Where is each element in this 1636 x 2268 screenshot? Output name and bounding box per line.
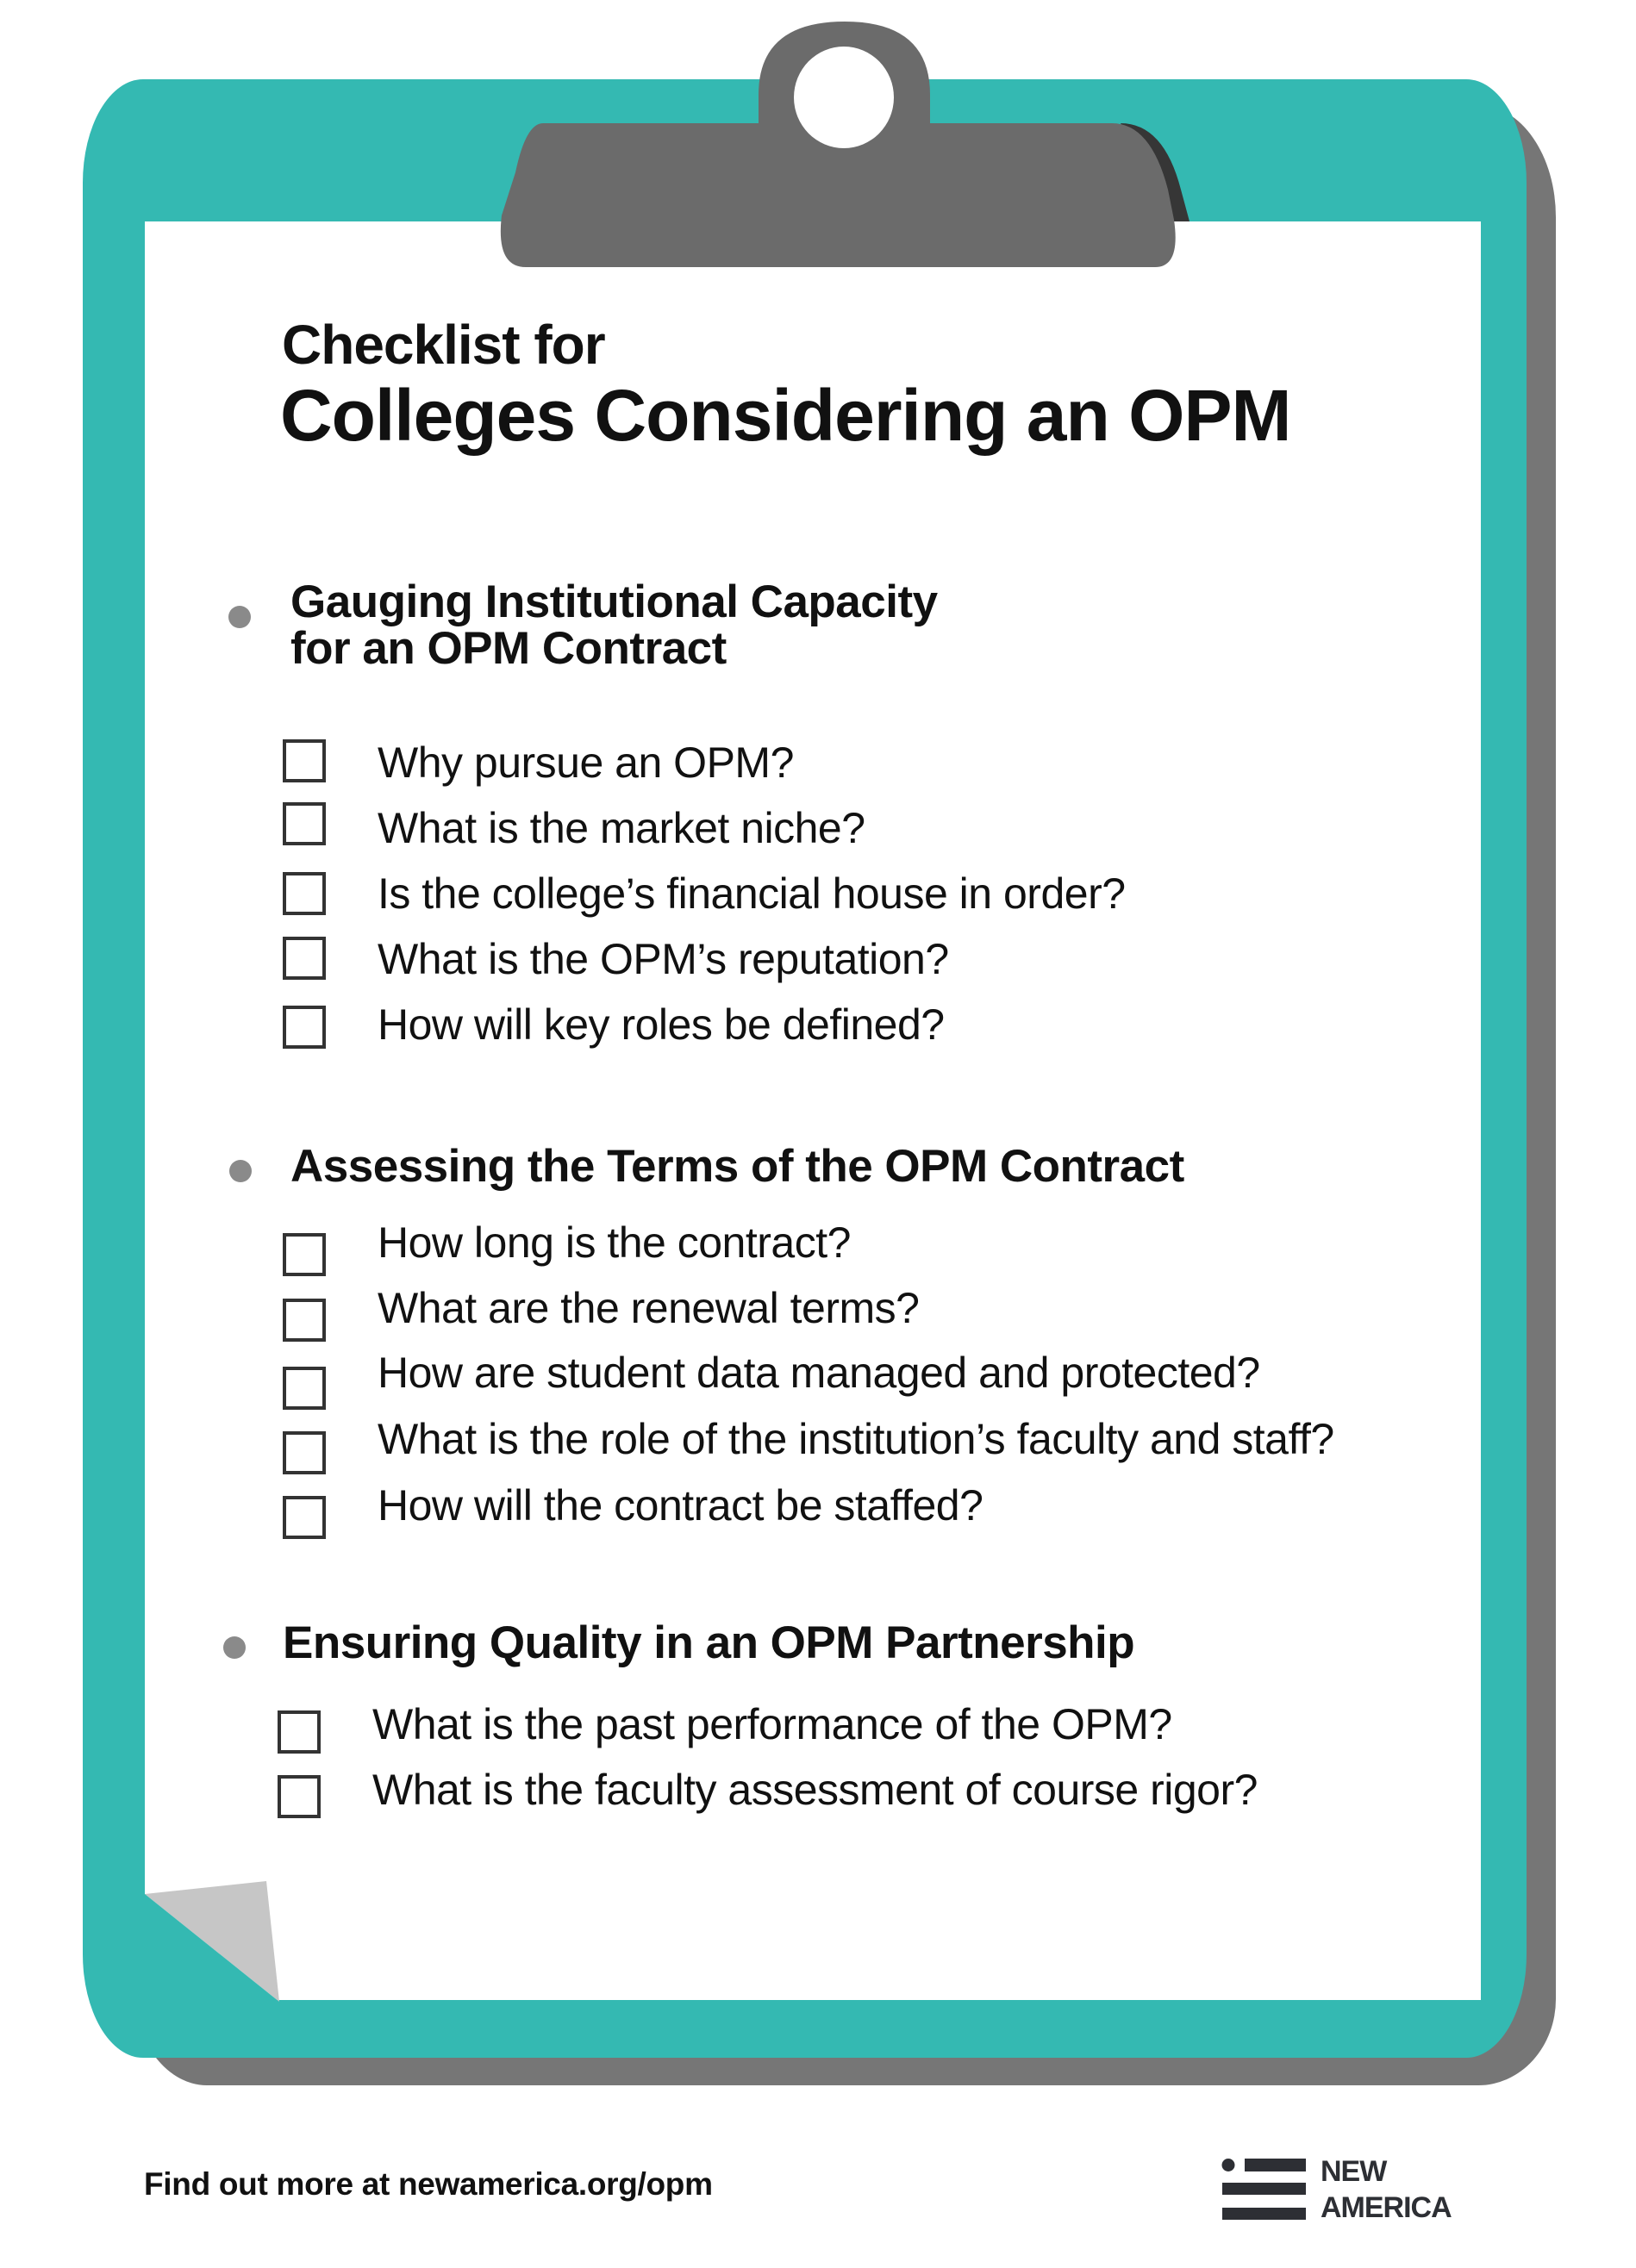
section-heading-terms [290,1143,1184,1190]
section-heading-line-1: Gauging Institutional Capacity [290,576,938,627]
new-america-flag-bars-icon [1221,2157,1307,2222]
checkbox-why-pursue[interactable] [283,739,326,782]
bullet-dot-icon [228,606,251,628]
logo-text-america: AMERICA [1321,2191,1452,2224]
section-heading-line-1: Assessing the Terms of the OPM Contract [290,1141,1184,1192]
checklist-item: How long is the contract? [378,1218,851,1267]
checkbox-contract-length[interactable] [283,1233,326,1276]
checklist-item: What is the OPM’s reputation? [378,935,949,983]
checklist-item: What is the past performance of the OPM? [372,1700,1172,1748]
section-heading-line-1: Ensuring Quality in an OPM Partnership [283,1617,1135,1668]
bullet-dot-icon [223,1636,246,1659]
checklist-item: What is the role of the institution’s faculty and staff? [378,1415,1334,1463]
checkbox-student-data[interactable] [283,1367,326,1410]
clipboard-clip-icon [491,17,1198,271]
title-line-1: Checklist for [282,314,605,376]
checkbox-financial-house[interactable] [283,872,326,915]
logo-text-new: NEW [1321,2155,1387,2188]
section-heading-line-2: for an OPM Contract [290,623,727,674]
footer-link[interactable]: Find out more at newamerica.org/opm [144,2166,713,2202]
checklist-item: What is the faculty assessment of course rigor? [372,1766,1258,1814]
checklist-item: How will key roles be defined? [378,1000,945,1049]
bullet-dot-icon [229,1160,252,1182]
checkbox-renewal-terms[interactable] [283,1299,326,1342]
checkbox-market-niche[interactable] [283,802,326,845]
section-heading-quality [283,1617,1135,1668]
checkbox-past-performance[interactable] [278,1710,321,1754]
checklist-item: What is the market niche? [378,804,865,852]
checkbox-opm-reputation[interactable] [283,937,326,980]
paper-fold-corner-icon [145,1881,283,2003]
checkbox-course-rigor[interactable] [278,1775,321,1818]
checklist-item: Why pursue an OPM? [378,738,794,787]
checklist-item: How are student data managed and protected? [378,1349,1260,1397]
section-heading-capacity [290,576,938,674]
checklist-item: How will the contract be staffed? [378,1481,983,1530]
checkbox-key-roles[interactable] [283,1006,326,1049]
new-america-logo [1221,2157,1471,2222]
checkbox-contract-staffing[interactable] [283,1496,326,1539]
checklist-item: What are the renewal terms? [378,1284,920,1332]
checklist-item: Is the college’s financial house in order? [378,869,1126,918]
checkbox-faculty-staff-role[interactable] [283,1431,326,1474]
page-title: Colleges Considering an OPM [280,375,1291,456]
